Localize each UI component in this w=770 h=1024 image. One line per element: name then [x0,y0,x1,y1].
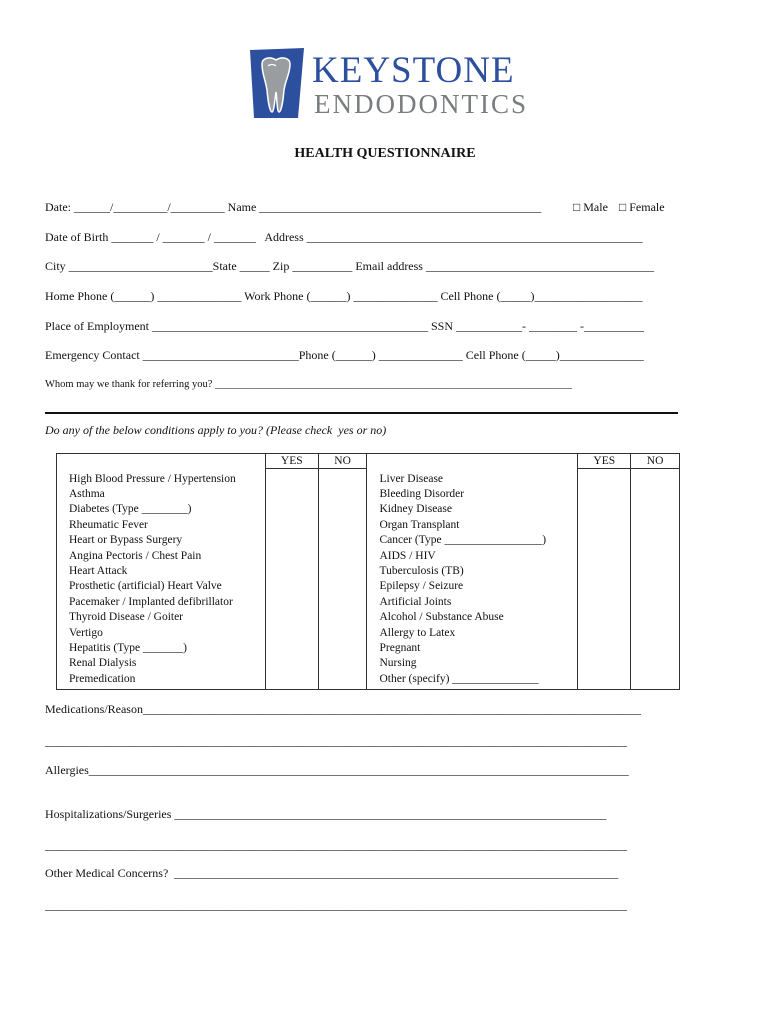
logo-wordmark-keystone: KEYSTONE [312,50,515,91]
referral-field[interactable]: Whom may we thank for referring you? ____________________________________________________________________ [45,379,572,390]
female-checkbox[interactable]: □ Female [619,200,665,214]
condition-item: Rheumatic Fever [69,518,148,531]
condition-item: Cancer (Type _________________) [379,534,547,547]
condition-item: Epilepsy / Seizure [379,580,464,593]
employment-ssn-field[interactable]: Place of Employment ______________________________________________ SSN ___________- ________ -__________ [45,319,644,333]
left-no-column[interactable] [318,469,367,690]
condition-item: Allergy to Latex [379,626,456,639]
date-name-field[interactable]: Date: ______/_________/_________ Name _______________________________________________ [45,200,542,214]
condition-item: Nursing [379,657,417,670]
condition-item: Bleeding Disorder [379,487,465,500]
condition-item: Hepatitis (Type _______) [69,641,188,654]
condition-item: Heart or Bypass Surgery [69,534,183,547]
condition-item: Heart Attack [69,564,128,577]
left-no-header: NO [318,454,367,469]
other-concerns-field[interactable]: Other Medical Concerns? __________________________________________________________________________ [45,866,619,880]
logo-wordmark-endodontics: ENDODONTICS [314,89,528,119]
tooth-keystone-icon [248,46,312,122]
left-header-spacer [57,454,266,469]
condition-item: Organ Transplant [379,518,460,531]
conditions-prompt: Do any of the below conditions apply to you? (Please check yes or no) [45,423,387,437]
right-conditions-list [367,469,578,690]
medications-field[interactable]: Medications/Reason___________________________________________________________________________________ [45,702,641,716]
condition-item: Pacemaker / Implanted defibrillator [69,595,233,608]
condition-item: Asthma [69,487,105,500]
condition-item: Other (specify) _______________ [379,672,539,685]
medications-continuation-line[interactable]: _________________________________________________________________________________________________ [45,734,627,748]
condition-item: Thyroid Disease / Goiter [69,611,184,624]
left-conditions-list [57,469,266,690]
condition-item: Pregnant [379,641,421,654]
dob-address-field[interactable]: Date of Birth _______ / _______ / _______ Address ________________________________________________________ [45,230,643,244]
other-concerns-continuation-line[interactable]: _________________________________________________________________________________________________ [45,898,627,912]
right-yes-header: YES [578,454,631,469]
left-yes-column[interactable] [265,469,318,690]
right-no-header: NO [631,454,680,469]
city-state-zip-email-field[interactable]: City ________________________State _____ Zip __________ Email address ______________________________________ [45,259,654,273]
condition-item: Vertigo [69,626,103,639]
hospitalizations-field[interactable]: Hospitalizations/Surgeries ________________________________________________________________________ [45,807,607,821]
keystone-logo [248,46,533,122]
phones-field[interactable]: Home Phone (______) ______________ Work Phone (______) ______________ Cell Phone (_____)__________________ [45,289,643,303]
condition-item: Renal Dialysis [69,657,137,670]
male-checkbox[interactable]: □ Male [573,200,608,214]
condition-item: Tuberculosis (TB) [379,564,464,577]
conditions-table [56,453,680,690]
page-title: HEALTH QUESTIONNAIRE [294,146,476,161]
left-yes-header: YES [265,454,318,469]
condition-item: Kidney Disease [379,503,452,516]
emergency-contact-field[interactable]: Emergency Contact __________________________Phone (______) ______________ Cell Phone (_____)______________ [45,348,644,362]
condition-item: Angina Pectoris / Chest Pain [69,549,202,562]
right-yes-column[interactable] [578,469,631,690]
condition-item: Liver Disease [379,472,444,485]
condition-item: Artificial Joints [379,595,452,608]
allergies-field[interactable]: Allergies__________________________________________________________________________________________ [45,763,629,777]
condition-item: Diabetes (Type ________) [69,503,192,516]
condition-item: Prosthetic (artificial) Heart Valve [69,580,222,593]
right-no-column[interactable] [631,469,680,690]
section-divider [45,412,678,414]
condition-item: High Blood Pressure / Hypertension [69,472,236,485]
hospitalizations-continuation-line[interactable]: _________________________________________________________________________________________________ [45,838,627,852]
condition-item: Alcohol / Substance Abuse [379,611,504,624]
condition-item: AIDS / HIV [379,549,436,562]
condition-item: Premedication [69,672,136,685]
right-header-spacer [367,454,578,469]
